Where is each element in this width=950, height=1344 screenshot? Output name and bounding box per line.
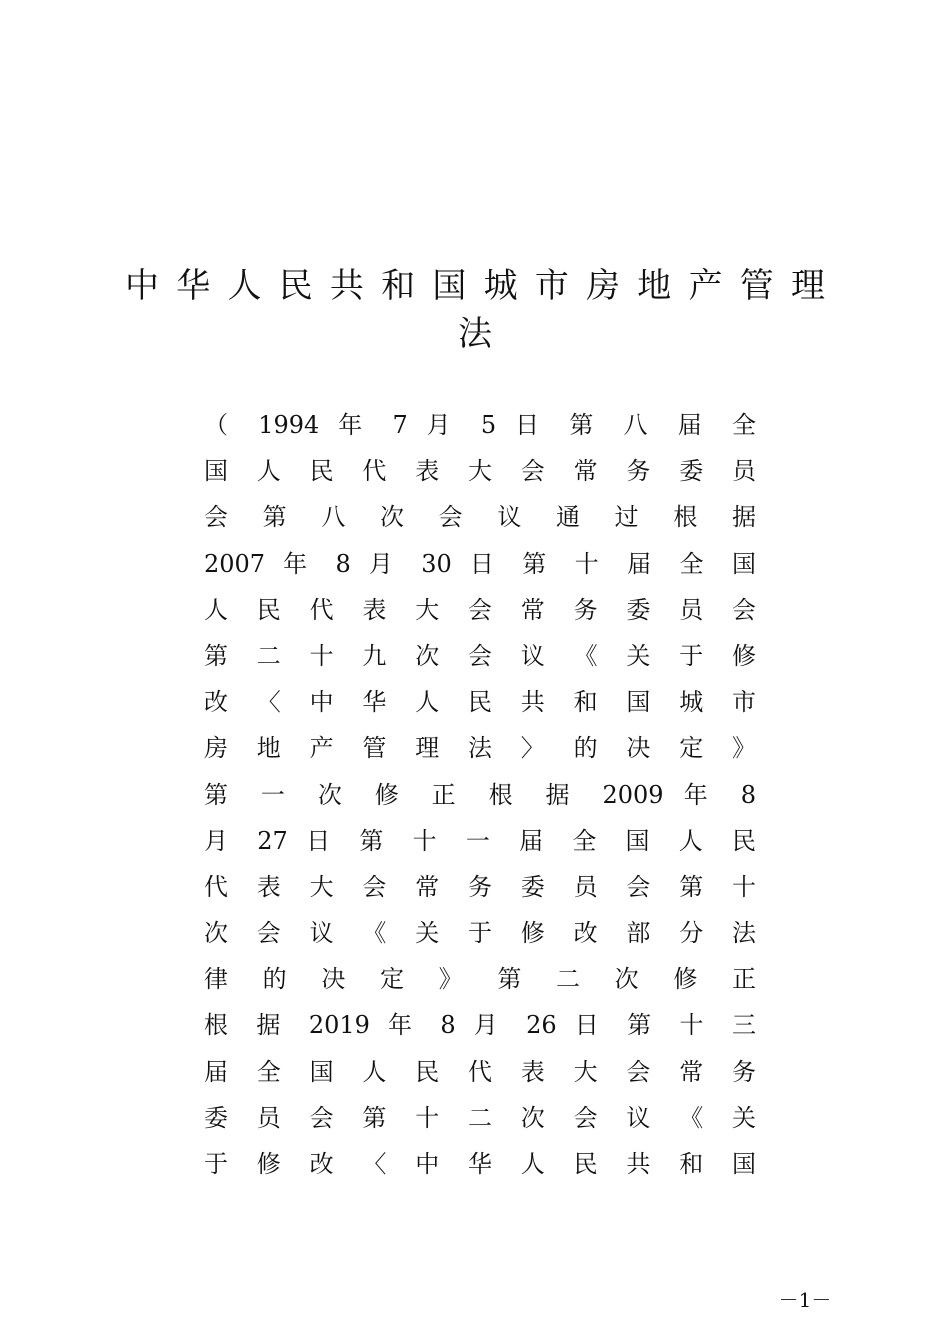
revision-note — [204, 402, 756, 1187]
revision-note-line: 次 会 议 《 关 于 修 改 部 分 法 — [204, 919, 756, 948]
revision-note-line: 于 修 改 〈 中 华 人 民 共 和 国 — [204, 1150, 756, 1178]
revision-note-line: 根 据 2019 年 8 月 26 日 第 十 三 — [204, 1011, 756, 1040]
revision-note-line: （ 1994 年 7 月 5 日 第 八 届 全 — [204, 411, 756, 439]
revision-note-line: 国 人 民 代 表 大 会 常 务 委 员 — [204, 457, 756, 486]
revision-note-line: 委 员 会 第 十 二 次 会 议 《 关 — [204, 1103, 756, 1132]
revision-note-line: 月 27 日 第 十 一 届 全 国 人 民 — [204, 826, 756, 855]
revision-note-line: 届 全 国 人 民 代 表 大 会 常 务 — [204, 1057, 756, 1086]
revision-note-line: 2007 年 8 月 30 日 第 十 届 全 国 — [204, 549, 756, 578]
revision-note-line: 代 表 大 会 常 务 委 员 会 第 十 — [204, 872, 756, 901]
page-number: －1－ — [778, 1288, 832, 1312]
revision-note-line: 会 第 八 次 会 议 通 过 根 据 — [204, 503, 756, 532]
document-title-line-1: 中 华 人 民 共 和 国 城 市 房 地 产 管 理 — [125, 266, 825, 306]
revision-note-line: 第 二 十 九 次 会 议 《 关 于 修 — [204, 641, 756, 670]
revision-note-line: 改 〈 中 华 人 民 共 和 国 城 市 — [204, 688, 756, 717]
revision-note-line: 第 一 次 修 正 根 据 2009 年 8 — [204, 780, 756, 809]
revision-note-line: 律 的 决 定 》 第 二 次 修 正 — [204, 965, 756, 994]
revision-note-line: 房 地 产 管 理 法 〉 的 决 定 》 — [204, 734, 756, 763]
document-title-line-2: 法 — [458, 314, 492, 354]
revision-note-line: 人 民 代 表 大 会 常 务 委 员 会 — [204, 595, 756, 624]
